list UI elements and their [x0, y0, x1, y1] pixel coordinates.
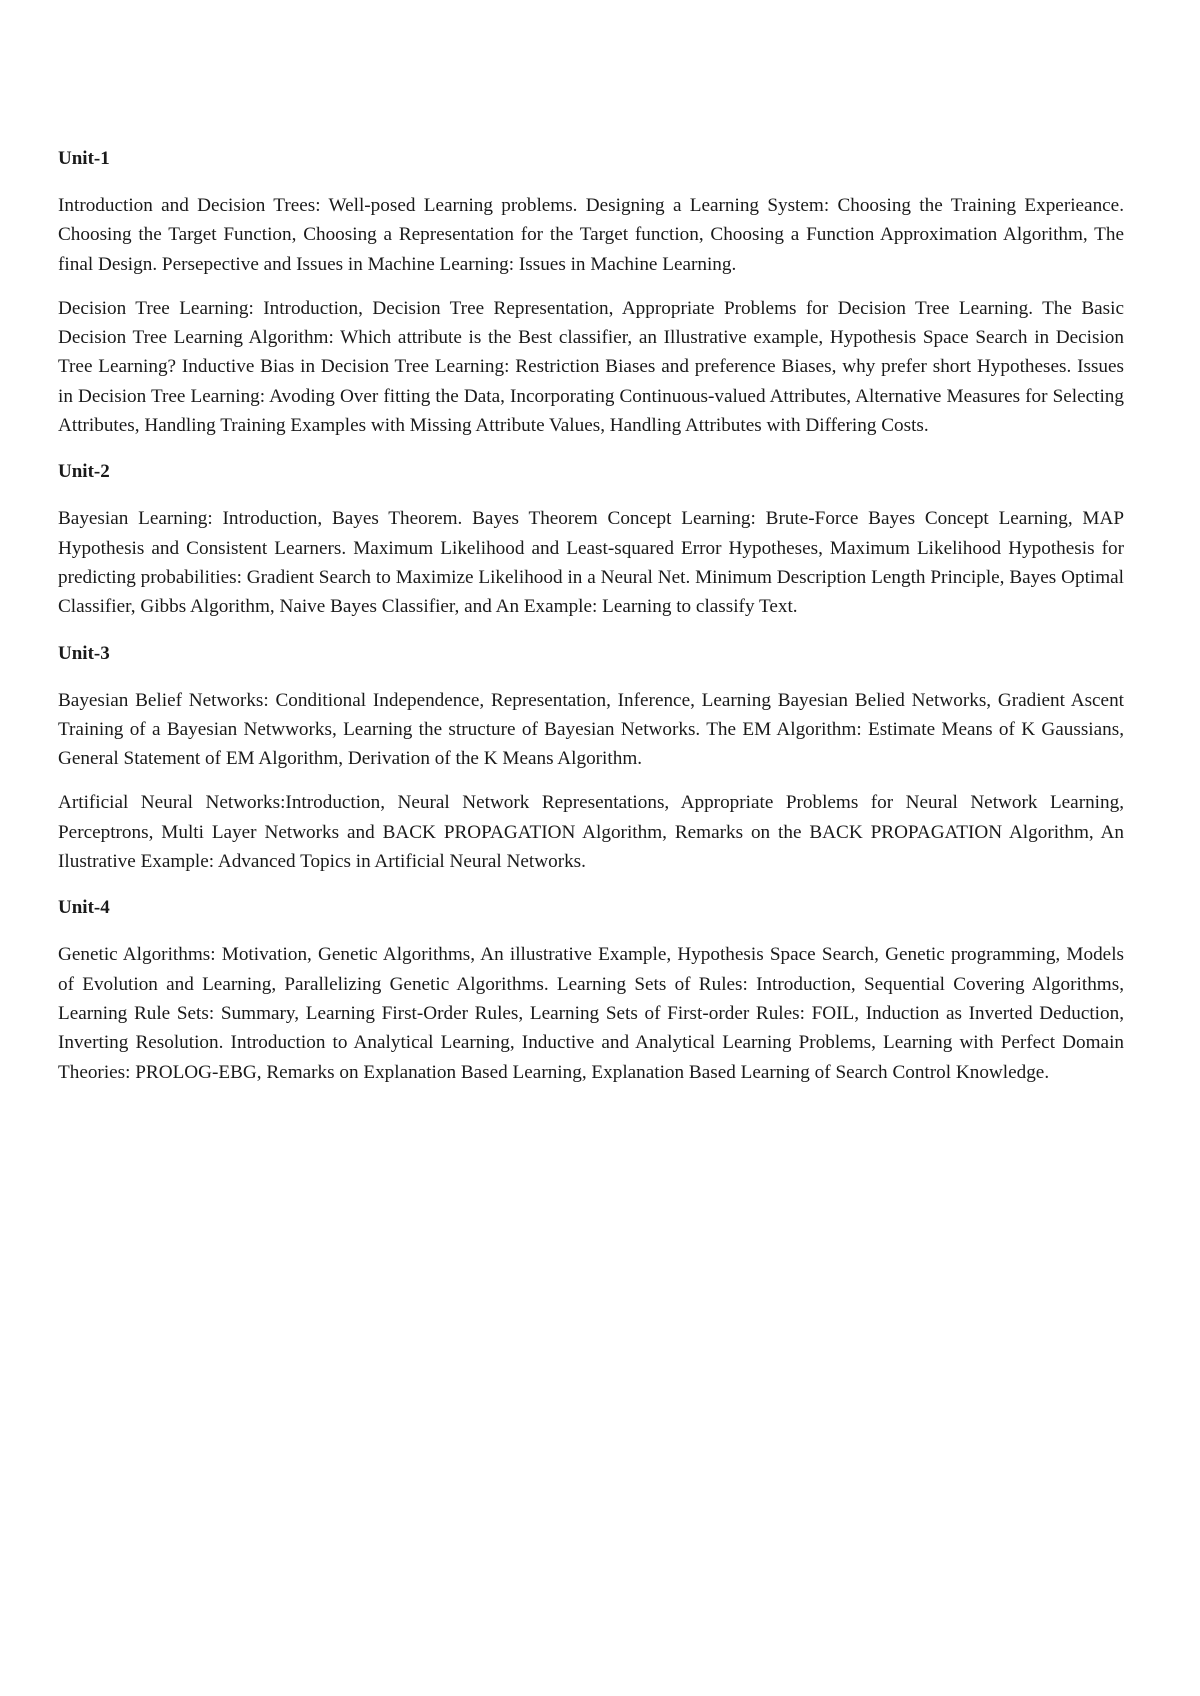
unit-4-paragraph-1: Genetic Algorithms: Motivation, Genetic Algorithms, An illustrative Example, Hypothesis Space Search, Genetic programming, Models of Evolution and Learning, Parallelizing Genetic Algorithms. Learning Sets of Rules: Introduction, Sequential Covering Algorithms, Learning Rule Sets: Summary, Learning First-Order Rules, Learning Sets of First-order Rules: FOIL, Induction as Inverted Deduction, Inverting Resolution. Introduction to Analytical Learning, Inductive and Analytical Learning Problems, Learning with Perfect Domain Theories: PROLOG-EBG, Remarks on Explanation Based Learning, Explanation Based Learning of Search Control Knowledge.	[58, 944, 1124, 1083]
unit-4-section	[58, 896, 1124, 1086]
unit-3-heading: Unit-3	[58, 642, 110, 664]
unit-2-heading: Unit-2	[58, 461, 110, 483]
unit-1-paragraph-2: Decision Tree Learning: Introduction, Decision Tree Representation, Appropriate Problems for Decision Tree Learning. The Basic Decision Tree Learning Algorithm: Which attribute is the Best classifier, an Illustrative example, Hypothesis Space Search in Decision Tree Learning? Inductive Bias in Decision Tree Learning: Restriction Biases and preference Biases, why prefer short Hypotheses. Issues in Decision Tree Learning: Avoding Over fitting the Data, Incorporating Continuous-valued Attributes, Alternative Measures for Selecting Attributes, Handling Training Examples with Missing Attribute Values, Handling Attributes with Differing Costs.	[58, 297, 1124, 437]
unit-3-section	[58, 642, 1124, 877]
syllabus-document	[58, 147, 1124, 1102]
unit-2-paragraph-1: Bayesian Learning: Introduction, Bayes Theorem. Bayes Theorem Concept Learning: Brute-Force Bayes Concept Learning, MAP Hypothesis and Consistent Learners. Maximum Likelihood and Least-squared Error Hypotheses, Maximum Likelihood Hypothesis for predicting probabilities: Gradient Search to Maximize Likelihood in a Neural Net. Minimum Description Length Principle, Bayes Optimal Classifier, Gibbs Algorithm, Naive Bayes Classifier, and An Example: Learning to classify Text.	[58, 508, 1124, 618]
unit-1-heading: Unit-1	[58, 148, 110, 169]
unit-1-paragraph-1: Introduction and Decision Trees: Well-posed Learning problems. Designing a Learning System: Choosing the Training Experieance. Choosing the Target Function, Choosing a Representation for the Target function, Choosing a Function Approximation Algorithm, The final Design. Persepective and Issues in Machine Learning: Issues in Machine Learning.	[58, 195, 1124, 275]
unit-1-section	[58, 147, 1124, 440]
unit-2-section	[58, 460, 1124, 621]
unit-3-paragraph-2: Artificial Neural Networks:Introduction, Neural Network Representations, Appropriate Problems for Neural Network Learning, Perceptrons, Multi Layer Networks and BACK PROPAGATION Algorithm, Remarks on the BACK PROPAGATION Algorithm, An Ilustrative Example: Advanced Topics in Artificial Neural Networks.	[58, 792, 1124, 873]
unit-3-paragraph-1: Bayesian Belief Networks: Conditional Independence, Representation, Inference, Learning Bayesian Belied Networks, Gradient Ascent Training of a Bayesian Netwworks, Learning the structure of Bayesian Networks. The EM Algorithm: Estimate Means of K Gaussians, General Statement of EM Algorithm, Derivation of the K Means Algorithm.	[58, 689, 1124, 770]
unit-4-heading: Unit-4	[58, 897, 110, 919]
